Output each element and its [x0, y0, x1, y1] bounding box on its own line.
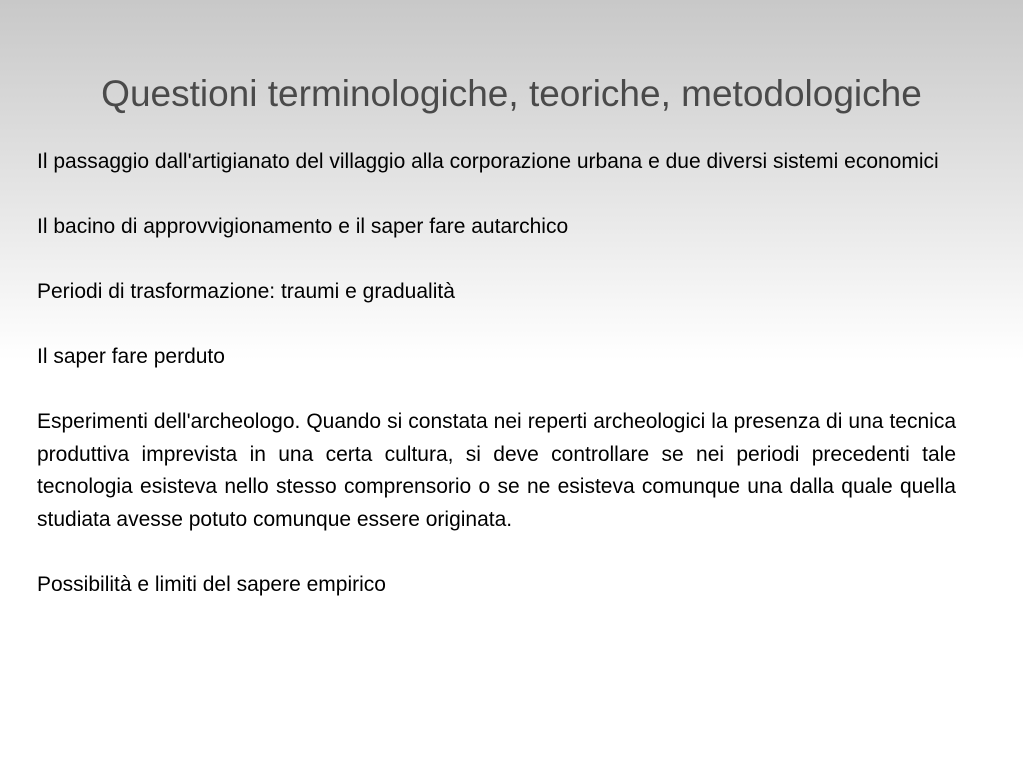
paragraph-supply-basin: Il bacino di approvvigionamento e il saper fare autarchico — [37, 215, 569, 238]
paragraph-transformation-periods: Periodi di trasformazione: traumi e gradualità — [37, 280, 455, 303]
slide-body — [37, 146, 956, 634]
paragraph-lost-know-how: Il saper fare perduto — [37, 345, 225, 368]
paragraph-empirical-knowledge: Possibilità e limiti del sapere empirico — [37, 572, 386, 596]
slide-title: Questioni terminologiche, teoriche, metodologiche — [101, 73, 922, 114]
paragraph-village-to-guild: Il passaggio dall'artigianato del villaggio alla corporazione urbana e due diversi sistemi economici — [37, 150, 939, 173]
paragraph-archaeologist-experiments: Esperimenti dell'archeologo. Quando si constata nei reperti archeologici la presenza di una tecnica produttiva imprevista in una certa cultura, si deve controllare se nei periodi precedenti tale tecnologia esisteva nello stesso comprensorio o se ne esisteva comunque una dalla quale quella studiata avesse potuto comunque essere originata. — [37, 410, 956, 531]
